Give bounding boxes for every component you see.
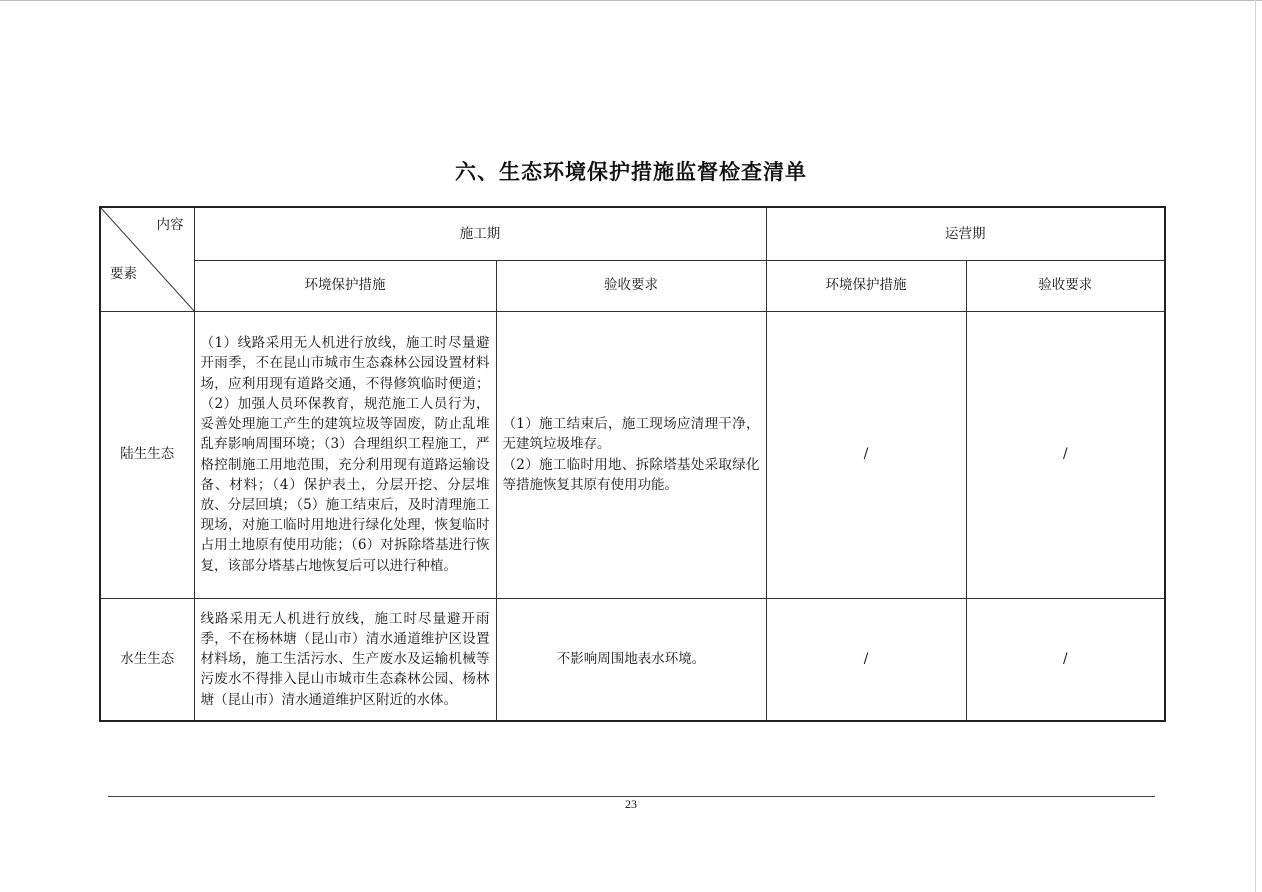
header-construction-measures: 环境保护措施	[194, 260, 496, 311]
table-row	[100, 598, 1165, 721]
corner-label-element: 要素	[110, 266, 137, 282]
requirement-item: （1）施工结束后，施工现场应清理干净，无建筑垃圾堆存。	[502, 416, 760, 453]
page-top-border	[0, 0, 1262, 1]
header-operation-measures: 环境保护措施	[766, 260, 966, 311]
supervision-checklist-table	[99, 206, 1166, 722]
requirement-item: （2）施工临时用地、拆除塔基处采取绿化等措施恢复其原有使用功能。	[502, 456, 760, 493]
header-construction-requirements: 验收要求	[496, 260, 766, 311]
header-construction-period: 施工期	[194, 207, 766, 260]
header-row-periods	[100, 207, 1165, 260]
header-operation-period: 运营期	[766, 207, 1165, 260]
construction-requirements-cell	[496, 311, 766, 598]
row-element-label: 水生生态	[100, 598, 194, 721]
page-right-border	[1255, 0, 1256, 892]
construction-measures-cell: （1）线路采用无人机进行放线，施工时尽量避开雨季，不在昆山市城市生态森林公园设置材料场，应利用现有道路交通，不得修筑临时便道；（2）加强人员环保教育，规范施工人员行为，妥善处理施工产生的建筑垃圾等固废，防止乱堆乱弃影响周围环境；（3）合理组织工程施工，严格控制施工用地范围，充分利用现有道路运输设备、材料；（4）保护表土，分层开挖、分层堆放、分层回填；（5）施工结束后，及时清理施工现场，对施工临时用地进行绿化处理，恢复临时占用土地原有使用功能；（6）对拆除塔基进行恢复，该部分塔基占地恢复后可以进行种植。	[194, 311, 496, 598]
operation-requirements-cell: /	[966, 598, 1165, 721]
operation-measures-cell: /	[766, 598, 966, 721]
page-title: 六、生态环境保护措施监督检查清单	[455, 160, 807, 184]
operation-requirements-cell: /	[966, 311, 1165, 598]
operation-measures-cell: /	[766, 311, 966, 598]
corner-label-content: 内容	[156, 217, 184, 233]
row-element-label: 陆生生态	[100, 311, 194, 598]
construction-requirements-cell: 不影响周围地表水环境。	[496, 598, 766, 721]
header-operation-requirements: 验收要求	[966, 260, 1165, 311]
table-row	[100, 311, 1165, 598]
diagonal-header-cell	[100, 207, 194, 311]
page-number: 23	[625, 797, 637, 811]
construction-measures-cell: 线路采用无人机进行放线，施工时尽量避开雨季，不在杨林塘（昆山市）清水通道维护区设置材料场，施工生活污水、生产废水及运输机械等污废水不得排入昆山市城市生态森林公园、杨林塘（昆山市）清水通道维护区附近的水体。	[194, 598, 496, 721]
header-row-sub	[100, 260, 1165, 311]
